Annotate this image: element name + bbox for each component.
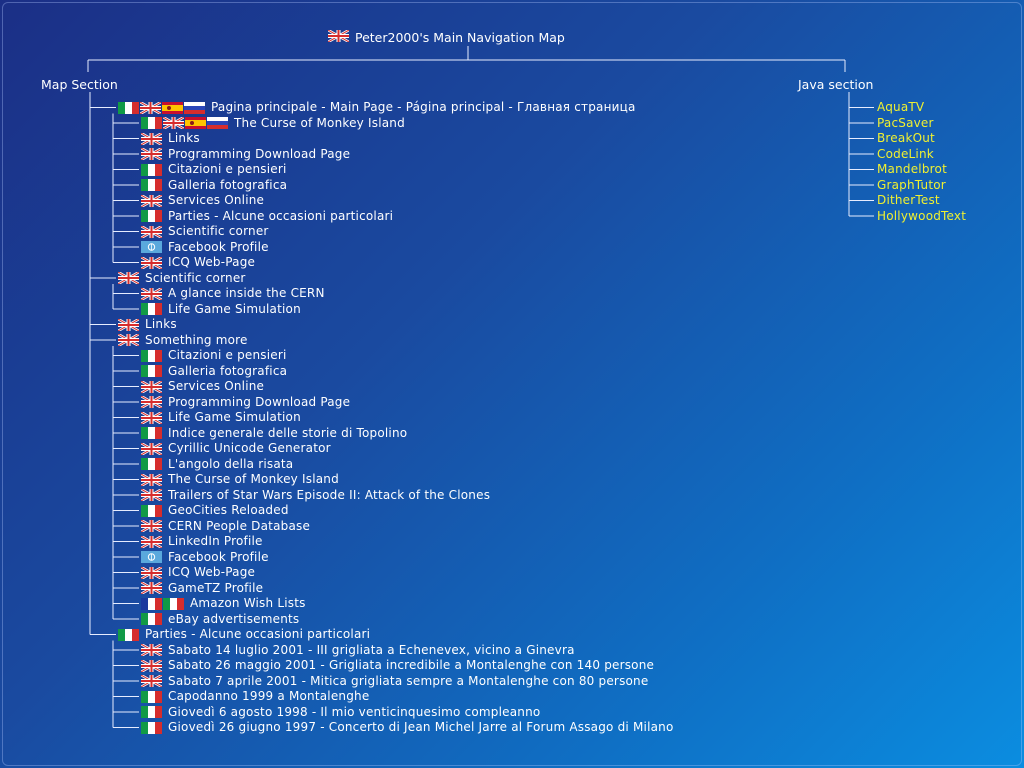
map-link[interactable]: Programming Download Page [168,146,351,161]
italy-flag-icon [118,102,139,114]
page-title-text: Peter2000's Main Navigation Map [355,30,565,45]
map-subitem [141,705,540,720]
france-flag-icon [141,598,162,610]
language-flags [141,505,162,517]
russia-flag-icon [207,117,228,129]
language-flags [118,272,139,284]
language-flags [141,582,162,594]
uk-flag-icon [328,30,349,42]
language-flags [141,412,162,424]
uk-flag-icon [141,412,162,424]
uk-flag-icon [141,520,162,532]
uk-flag-icon [118,319,139,331]
map-section-item [118,271,246,286]
language-flags [118,319,139,331]
language-flags [118,629,139,641]
italy-flag-icon [141,427,162,439]
italy-flag-icon [141,691,162,703]
map-subitem [141,364,287,379]
map-subitem [141,348,287,363]
map-subitem [141,147,350,162]
java-applet-link[interactable]: PacSaver [877,115,934,130]
map-subitem [141,565,255,580]
language-flags [141,350,162,362]
uk-flag-icon [141,675,162,687]
map-link[interactable]: Links [168,131,200,145]
language-flags [141,691,162,703]
language-flags [141,660,162,672]
map-subitem [141,426,407,441]
map-link[interactable]: eBay advertisements [168,611,300,626]
uk-flag-icon [141,195,162,207]
uk-flag-icon [118,272,139,284]
map-link[interactable]: Facebook Profile [168,239,269,254]
map-subitem [141,581,263,596]
java-applet-link[interactable]: Mandelbrot [877,162,947,176]
map-link[interactable]: Trailers of Star Wars Episode II: Attack of the Clones [168,487,491,502]
map-section-item [118,317,177,332]
map-link[interactable]: Indice generale delle storie di Topolino [168,425,408,440]
java-applet-link[interactable]: BreakOut [877,131,935,145]
map-link[interactable]: Galleria fotografica [168,177,288,192]
language-flags [141,241,162,253]
map-link[interactable]: The Curse of Monkey Island [234,115,405,130]
uk-flag-icon [141,489,162,501]
map-link[interactable]: Capodanno 1999 a Montalenghe [168,689,370,703]
italy-flag-icon [141,164,162,176]
map-subitem [141,441,331,456]
language-flags [141,303,162,315]
java-applet-item [877,193,940,208]
italy-flag-icon [141,303,162,315]
language-flags [141,381,162,393]
map-subitem [141,658,654,673]
language-flags [141,396,162,408]
language-flags [141,133,162,145]
map-link[interactable]: Pagina principale - Main Page - Página principal - Главная страница [211,100,636,114]
map-link[interactable]: A glance inside the CERN [168,286,325,300]
language-flags [141,675,162,687]
language-flags [141,443,162,455]
map-link[interactable]: Sabato 26 maggio 2001 - Grigliata incredibile a Montalenghe con 140 persone [168,658,655,672]
language-flags [141,567,162,579]
map-link[interactable]: Galleria fotografica [168,363,288,378]
uk-flag-icon [141,536,162,548]
map-link[interactable]: Sabato 7 aprile 2001 - Mitica grigliata sempre a Montalenghe con 80 persone [168,673,649,688]
map-link[interactable]: Giovedì 6 agosto 1998 - Il mio venticinquesimo compleanno [168,704,541,719]
map-subitem [141,116,405,131]
uk-flag-icon [328,30,349,45]
un-flag-icon [141,241,162,253]
map-link[interactable]: Life Game Simulation [168,410,301,424]
map-link[interactable]: Scientific corner [145,270,246,285]
uk-flag-icon [141,443,162,455]
language-flags [141,489,162,501]
uk-flag-icon [141,582,162,594]
language-flags [141,458,162,470]
uk-flag-icon [163,117,184,129]
map-subitem [141,457,293,472]
map-subitem [141,209,393,224]
italy-flag-icon [141,706,162,718]
italy-flag-icon [141,210,162,222]
map-link[interactable]: GeoCities Reloaded [168,503,289,517]
java-applet-item [877,131,935,146]
map-link[interactable]: The Curse of Monkey Island [168,472,339,486]
language-flags [141,613,162,625]
java-applet-link[interactable]: GraphTutor [877,177,946,192]
russia-flag-icon [184,102,205,114]
map-link[interactable]: Giovedì 26 giugno 1997 - Concerto di Jean Michel Jarre al Forum Assago di Milano [168,720,674,734]
java-section-heading: Java section [798,77,874,92]
java-applet-link[interactable]: HollywoodText [877,208,967,223]
un-flag-icon [141,551,162,563]
java-applet-link[interactable]: CodeLink [877,146,934,161]
uk-flag-icon [141,381,162,393]
uk-flag-icon [141,660,162,672]
map-subitem [141,193,264,208]
map-link[interactable]: L'angolo della risata [168,456,294,471]
map-link[interactable]: CERN People Database [168,518,311,533]
language-flags [141,706,162,718]
language-flags [141,164,162,176]
map-subitem [141,379,264,394]
java-applet-item [877,209,966,224]
uk-flag-icon [141,567,162,579]
map-section-item [118,333,248,348]
italy-flag-icon [141,613,162,625]
uk-flag-icon [140,102,161,114]
italy-flag-icon [141,365,162,377]
map-link[interactable]: Amazon Wish Lists [190,596,306,610]
map-subitem [141,643,575,658]
java-applet-item [877,116,934,131]
map-link[interactable]: Something more [145,332,248,347]
italy-flag-icon [141,458,162,470]
map-link[interactable]: ICQ Web-Page [168,565,256,579]
map-subitem [141,472,339,487]
map-link[interactable]: Scientific corner [168,224,269,238]
map-link[interactable]: Links [145,317,177,331]
map-link[interactable]: GameTZ Profile [168,580,264,595]
italy-flag-icon [141,350,162,362]
language-flags [141,551,162,563]
spain-flag-icon [185,117,206,129]
java-applet-link[interactable]: DitherTest [877,193,940,207]
map-subitem [141,240,269,255]
map-subitem [141,131,200,146]
map-section-item [118,100,636,115]
language-flags [118,334,139,346]
map-link[interactable]: Services Online [168,193,265,207]
java-applet-link[interactable]: AquaTV [877,100,925,114]
map-subitem [141,488,490,503]
language-flags [141,598,184,610]
italy-flag-icon [163,598,184,610]
language-flags [141,427,162,439]
map-link[interactable]: Services Online [168,379,265,393]
map-link[interactable]: Sabato 14 luglio 2001 - III grigliata a Echenevex, vicino a Ginevra [168,642,575,657]
language-flags [141,117,228,129]
uk-flag-icon [141,644,162,656]
map-subitem [141,410,301,425]
map-link[interactable]: Parties - Alcune occasioni particolari [145,627,371,641]
map-subitem [141,255,255,270]
uk-flag-icon [141,148,162,160]
java-applet-item [877,100,924,115]
map-section-item [118,627,370,642]
language-flags [141,474,162,486]
italy-flag-icon [141,117,162,129]
map-subitem [141,534,263,549]
map-subitem [141,224,269,239]
java-applet-item [877,162,947,177]
map-subitem [141,550,269,565]
map-subitem [141,302,301,317]
italy-flag-icon [141,179,162,191]
map-link[interactable]: Citazioni e pensieri [168,348,287,362]
map-link[interactable]: Parties - Alcune occasioni particolari [168,208,394,223]
uk-flag-icon [141,133,162,145]
language-flags [141,257,162,269]
language-flags [141,179,162,191]
uk-flag-icon [141,474,162,486]
uk-flag-icon [141,226,162,238]
map-link[interactable]: Cyrillic Unicode Generator [168,441,331,455]
map-subitem [141,720,674,735]
italy-flag-icon [141,722,162,734]
uk-flag-icon [118,334,139,346]
language-flags [141,288,162,300]
map-subitem [141,503,289,518]
map-link[interactable]: ICQ Web-Page [168,255,256,269]
map-link[interactable]: Facebook Profile [168,549,269,564]
language-flags [141,210,162,222]
language-flags [141,644,162,656]
map-link[interactable]: LinkedIn Profile [168,534,263,548]
language-flags [141,722,162,734]
map-subitem [141,519,310,534]
page-title [328,30,565,45]
uk-flag-icon [141,396,162,408]
java-applet-item [877,178,946,193]
language-flags [141,148,162,160]
map-subitem [141,674,648,689]
map-subitem [141,689,369,704]
map-section-heading: Map Section [41,77,118,92]
italy-flag-icon [141,505,162,517]
italy-flag-icon [118,629,139,641]
language-flags [141,226,162,238]
map-subitem [141,596,306,611]
map-subitem [141,286,325,301]
language-flags [141,195,162,207]
uk-flag-icon [141,288,162,300]
map-subitem [141,612,299,627]
map-subitem [141,395,350,410]
map-link[interactable]: Citazioni e pensieri [168,162,287,176]
language-flags [118,102,205,114]
language-flags [141,520,162,532]
java-applet-item [877,147,934,162]
map-link[interactable]: Programming Download Page [168,394,351,409]
map-link[interactable]: Life Game Simulation [168,301,301,316]
map-subitem [141,162,287,177]
spain-flag-icon [162,102,183,114]
uk-flag-icon [141,257,162,269]
map-subitem [141,178,287,193]
language-flags [141,365,162,377]
language-flags [141,536,162,548]
